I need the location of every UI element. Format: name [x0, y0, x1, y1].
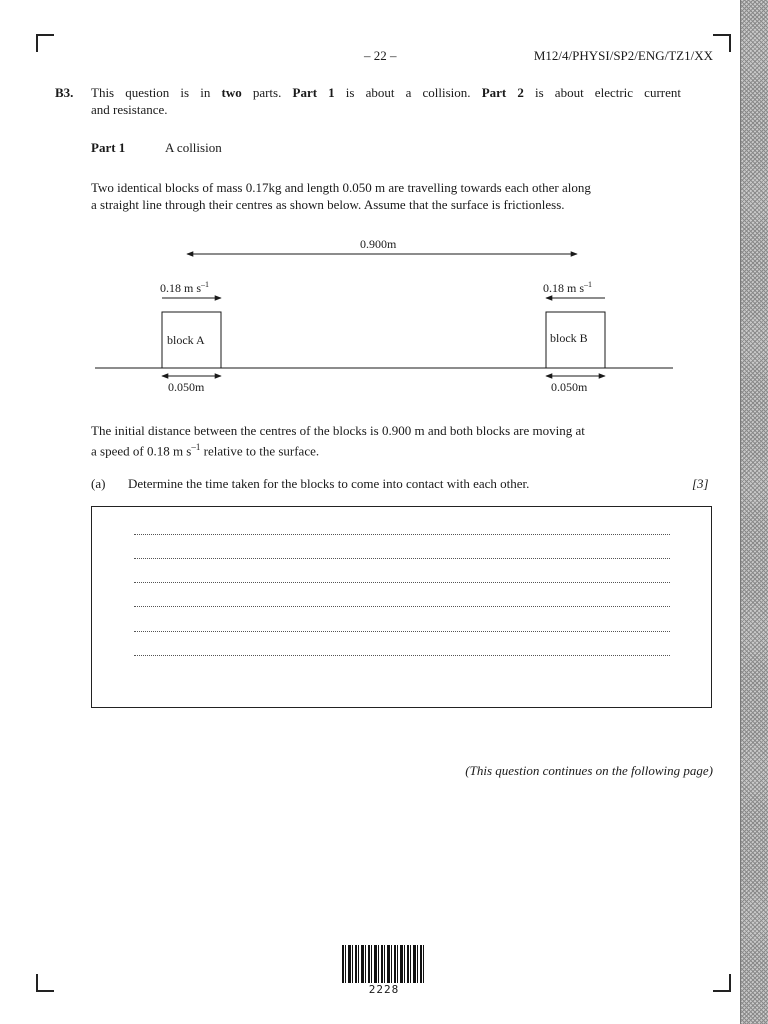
- answer-line[interactable]: [134, 534, 670, 535]
- description-line1: Two identical blocks of mass 0.17kg and length 0.050 m are travelling towards each other along: [91, 180, 591, 195]
- block-b-label: block B: [550, 331, 588, 345]
- answer-box[interactable]: [91, 506, 712, 708]
- description-line2: a straight line through their centres as shown below. Assume that the surface is frictionless.: [91, 197, 565, 212]
- answer-line[interactable]: [134, 606, 670, 607]
- barcode: [342, 945, 426, 983]
- followup-line1: The initial distance between the centres of the blocks is 0.900 m and both blocks are moving at: [91, 423, 585, 438]
- question-number: B3.: [55, 85, 74, 100]
- crop-mark-bottom-right: [713, 974, 731, 992]
- continuation-note: (This question continues on the following page): [465, 763, 713, 778]
- paper-code: M12/4/PHYSI/SP2/ENG/TZ1/XX: [533, 48, 713, 63]
- speed-label-a: 0.18 m $s^{-1}$: [160, 280, 210, 295]
- collision-diagram: [0, 0, 740, 420]
- page-number: – 22 –: [364, 48, 397, 63]
- answer-line[interactable]: [134, 631, 670, 632]
- answer-line[interactable]: [134, 655, 670, 656]
- width-label-a: 0.050m: [168, 380, 205, 394]
- part-title: A collision: [165, 140, 222, 155]
- subquestion-marks: [3]: [692, 476, 709, 491]
- block-a-label: block A: [167, 333, 205, 347]
- page-edge-strip: [740, 0, 768, 1024]
- answer-line[interactable]: [134, 582, 670, 583]
- distance-label: 0.900m: [360, 237, 397, 251]
- subquestion-label: (a): [91, 476, 106, 491]
- subquestion-text: Determine the time taken for the blocks to come into contact with each other.: [128, 476, 530, 491]
- width-label-b: 0.050m: [551, 380, 588, 394]
- part-label: Part 1: [91, 140, 126, 155]
- followup-line2: a speed of 0.18 m $s^{-1}$ relative to the surface.: [91, 442, 320, 459]
- answer-line[interactable]: [134, 558, 670, 559]
- speed-label-b: 0.18 m $s^{-1}$: [543, 280, 593, 295]
- question-intro: This question is in two parts. Part 1 is about a collision. Part 2 is about electric current: [91, 85, 681, 100]
- question-intro-line2: and resistance.: [91, 102, 168, 117]
- barcode-number: 2228: [368, 983, 400, 996]
- crop-mark-bottom-left: [36, 974, 54, 992]
